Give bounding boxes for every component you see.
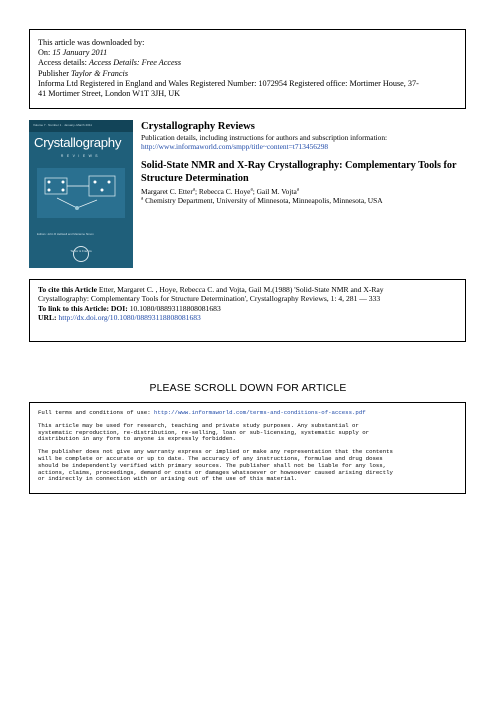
citation-line-2: Crystallography: Complementary Tools for Structure Determination', Crystallography Reviews, 1: 4, 281 — 333	[38, 294, 381, 304]
terms-label: Full terms and conditions of use:	[38, 409, 155, 416]
author-1: Margaret C. Etter	[141, 187, 193, 197]
terms-p1-line-1: This article may be used for research, teaching and private study purposes. Any substantial or	[38, 421, 359, 429]
cite-text: Etter, Margaret C. , Hoye, Rebecca C. and Vojta, Gail M.(1988) 'Solid-State NMR and X-Ray	[96, 285, 384, 294]
terms-line	[38, 410, 457, 417]
terms-p1-line-3: distribution in any form to anyone is expressly forbidden.	[38, 435, 236, 443]
downloaded-by-line: This article was downloaded by:	[38, 38, 145, 47]
doi-value: 10.1080/08893118808081683	[127, 303, 221, 313]
author-affiliation	[141, 196, 466, 205]
affiliation-text: Chemistry Department, University of Minnesota, Minneapolis, Minnesota, USA	[143, 196, 383, 206]
publisher-label: Publisher	[38, 68, 71, 78]
terms-box	[29, 402, 466, 494]
publisher-line	[38, 69, 457, 79]
journal-cover-image	[29, 120, 133, 268]
terms-p2-line-5: or indirectly in connection with or arising out of the use of this material.	[38, 475, 298, 483]
terms-paragraph-2	[38, 449, 457, 483]
access-details: Access Details: Free Access	[88, 58, 182, 68]
doi-line	[38, 304, 457, 313]
journal-info	[141, 120, 466, 206]
download-info-box	[29, 29, 466, 109]
author-3-affil-mark: a	[296, 187, 299, 193]
author-2: ; Rebecca C. Hoye	[195, 187, 251, 197]
journal-url-link[interactable]: http://www.informaworld.com/smpp/title~content=t713456298	[141, 142, 329, 152]
scroll-notice: PLEASE SCROLL DOWN FOR ARTICLE	[149, 383, 347, 394]
journal-name: Crystallography Reviews	[141, 121, 255, 132]
citation-box	[29, 279, 466, 342]
article-authors	[141, 187, 466, 196]
terms-p2-line-4: actions, claims, proceedings, demand or costs or damages whatsoever or howsoever caused arising directly	[38, 468, 393, 476]
terms-p2-line-1: The publisher does not give any warranty express or implied or make any representation that the contents	[38, 448, 393, 456]
terms-p1-line-2: systematic reproduction, re-distribution, re-selling, loan or sub-licensing, systematic supply or	[38, 428, 370, 436]
download-date-line	[38, 48, 457, 58]
cover-subtitle: REVIEWS	[60, 154, 102, 158]
informa-line-2: 41 Mortimer Street, London W1T 3JH, UK	[38, 89, 181, 99]
cover-title: Crystallography	[34, 135, 122, 150]
url-line	[38, 313, 457, 322]
terms-url-link[interactable]: http://www.informaworld.com/terms-and-conditions-of-access.pdf	[154, 409, 366, 416]
article-title: Solid-State NMR and X-Ray Crystallography: Complementary Tools for Structure Determination	[141, 160, 457, 184]
journal-details: Publication details, including instructions for authors and subscription information:	[141, 133, 388, 142]
terms-p2-line-3: should be independently verified with primary sources. The publisher shall not be liable for any loss,	[38, 461, 387, 469]
author-3: ; Gail M. Vojta	[252, 187, 297, 197]
download-date: 15 January 2011	[52, 48, 108, 58]
access-label: Access details:	[38, 58, 89, 68]
url-label: URL:	[38, 313, 57, 323]
informa-line-1: Informa Ltd Registered in England and Wales Registered Number: 1072954 Registered office: Mortimer House, 37-	[38, 78, 419, 88]
access-details-line	[38, 58, 457, 68]
on-label: On:	[38, 48, 53, 58]
doi-label: To link to this Article: DOI:	[38, 303, 128, 313]
article-url-link[interactable]: http://dx.doi.org/10.1080/08893118808081683	[56, 313, 201, 323]
journal-section	[29, 120, 466, 270]
affiliation-mark: a	[141, 196, 144, 202]
author-1-affil-mark: a	[192, 187, 196, 193]
terms-p2-line-2: will be complete or accurate or up to date. The accuracy of any instructions, formulae and drug doses	[38, 454, 383, 462]
citation-line-1	[38, 285, 457, 294]
cover-publisher: Taylor & Francis	[70, 249, 92, 253]
cite-label: To cite this Article	[38, 285, 97, 294]
cover-issue-text: Volume 7 · Number 1 · January–March 2011	[33, 123, 92, 127]
terms-paragraph-1	[38, 423, 457, 443]
cover-editors: Editors: John R Helliwell and Marianne Simon	[37, 232, 94, 236]
author-2-affil-mark: a	[250, 187, 253, 193]
publisher-name: Taylor & Francis	[70, 68, 128, 78]
cover-diagram	[37, 168, 125, 218]
